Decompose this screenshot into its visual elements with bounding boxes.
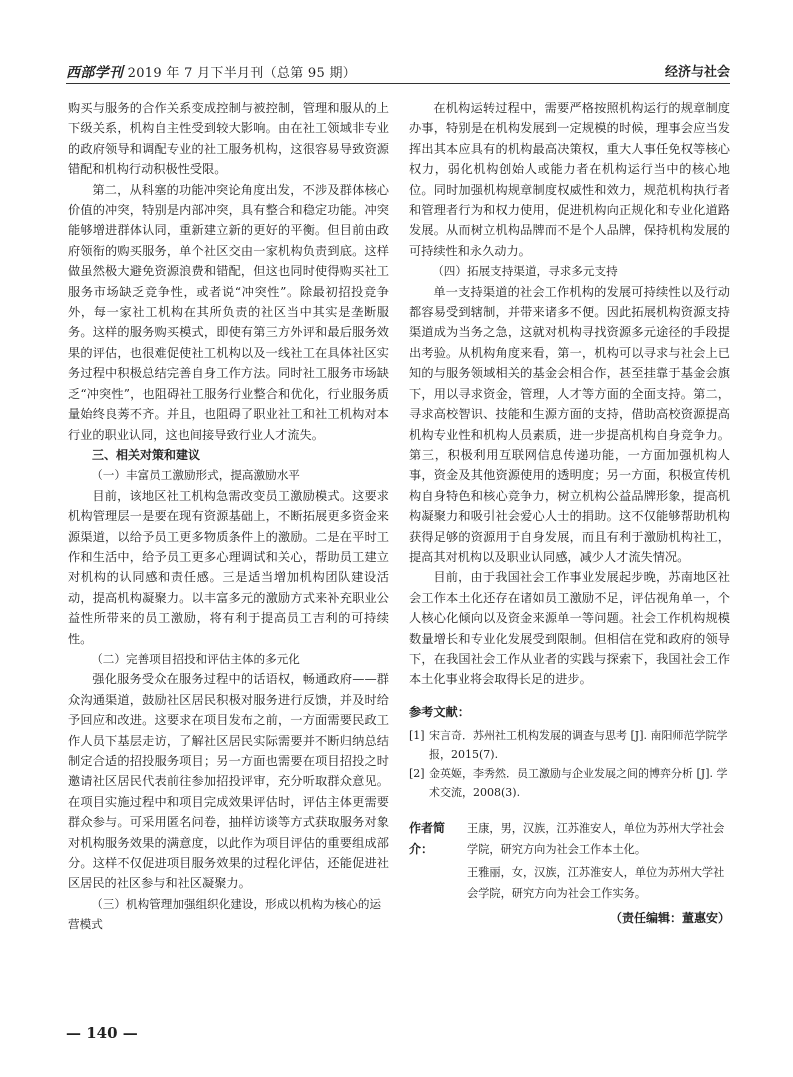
author-entry: 王雅丽，女，汉族，江苏淮安人，单位为苏州大学社会学院，研究方向为社会工作实务。	[467, 866, 725, 901]
author-entries	[467, 818, 730, 906]
author-label: 作者简介：	[409, 821, 446, 857]
paragraph: 第二，从科塞的功能冲突论角度出发，不涉及群体核心价值的冲突，特别是内部冲突，具有整合和稳定功能。冲突能够增进群体认同，重新建立新的更好的平衡。但目前由政府领衔的购买服务，单个社区交由一家机构负责到底。这样做虽然极大避免资源浪费和错配，但这也同时使得购买社工服务市场缺乏竞争性，或者说“冲突性”。除最初招投竞争外，每一家社工机构在其所负责的社区当中其实是垄断服务。这样的服务购买模式，即使有第三方外评和最后服务效果的评估，也很难促使社工机构以及一线社工在具体社区实务过程中积极总结完善自身工作方法。同时社工服务市场缺乏“冲突性”，也阻碍社工服务行业整合和优化，行业服务质量始终良莠不齐。并且，也阻碍了职业社工和社工机构对本行业的职业认同，这也间接导致行业人才流失。	[68, 182, 389, 442]
running-header	[66, 58, 730, 82]
paragraph: 目前，由于我国社会工作事业发展起步晚，苏南地区社会工作本土化还存在诸如员工激励不足，评估视角单一，个人核心化倾向以及资金来源单一等问题。社会工作机构规模数量增长和专业化发展受到限制。但相信在党和政府的领导下，在我国社会工作从业者的实践与探索下，我国社会工作本土化事业将会取得长足的进步。	[409, 570, 730, 687]
paragraph: 购买与服务的合作关系变成控制与被控制，管理和服从的上下级关系，机构自主性受到较大影响。由在社工领域非专业的政府领导和调配专业的社工服务机构，这很容易导致资源错配和机构行动积极性受限。	[68, 101, 389, 177]
journal-info	[66, 62, 356, 82]
subsection-heading: （四）拓展支持渠道，寻求多元支持	[432, 264, 618, 279]
paragraph: 强化服务受众在服务过程中的话语权，畅通政府——群众沟通渠道，鼓励社区居民积极对服务进行反馈，并及时给予回应和改进。这要求在项目发布之前，一方面需要民政工作人员下基层走访，了解社区居民实际需要并不断归纳总结制定合适的招投服务项目；另一方面也需要在项目招投之时邀请社区居民代表前往参加招投评审，充分听取群众意见。在项目实施过程中和项目完成效果评估时，评估主体更需要群众参与。可采用匿名问卷，抽样访谈等方式获取服务对象对机构服务效果的满意度，以此作为项目评估的重要组成部分。这样不仅促进项目服务效果的过程化评估，还能促进社区居民的社区参与和社区凝聚力。	[68, 672, 389, 891]
issue-info: 2019 年 7 月下半月刊（总第 95 期）	[127, 66, 357, 81]
header-rule	[66, 83, 730, 84]
editor-note: （责任编辑：董惠安）	[609, 911, 730, 926]
reference-text: 金英姬，李秀然．员工激励与企业发展之间的博弈分析 [J]. 学术交流，2008(3).	[429, 767, 728, 800]
left-column	[68, 98, 389, 935]
subsection-heading: （二）完善项目招投和评估主体的多元化	[91, 651, 300, 666]
reference-text: 宋言奇．苏州社工机构发展的调查与思考 [J]. 南阳师范学院学报，2015(7).	[429, 729, 728, 762]
page-number: — 140 —	[66, 1024, 138, 1042]
paragraph: 目前，该地区社工机构急需改变员工激励模式。这要求机构管理层一是要在现有资源基础上，不断拓展更多资金来源渠道，以给予员工更多物质条件上的激励。二是在平时工作和生活中，给予员工更多心理调试和关心，帮助员工建立对机构的认同感和责任感。三是适当增加机构团队建设活动，提高机构凝聚力。以丰富多元的激励方式来补充职业公益性所带来的员工激励，将有利于提高员工吉利的可持续性。	[68, 488, 389, 646]
reference-number: [2]	[409, 767, 425, 781]
paragraph: 单一支持渠道的社会工作机构的发展可持续性以及行动都容易受到辖制，并带来诸多不便。因此拓展机构资源支持渠道成为当务之急，这就对机构寻找资源多元途径的手段提出考验。从机构角度来看，第一，机构可以寻求与社会上已知的与服务领域相关的基金会相合作，甚至挂靠于基金会旗下，用以寻求资金，管理，人才等方面的全面支持。第二，寻求高校智识、技能和生源方面的支持，借助高校资源提高机构专业性和机构人员素质，进一步提高机构自身竞争力。第三，积极利用互联网信息传递功能，一方面加强机构人事，资金及其他资源使用的透明度；另一方面，积极宣传机构自身特色和核心竞争力，树立机构公益品牌形象，提高机构凝聚力和吸引社会爱心人士的捐助。这不仅能够帮助机构获得足够的资源用于自身发展，而且有利于激励机构社工，提高其对机构以及职业认同感，减少人才流失情况。	[409, 284, 730, 564]
section-title: 经济与社会	[664, 65, 730, 80]
references-title: 参考文献：	[409, 704, 470, 719]
author-info	[409, 818, 730, 906]
journal-logo: 西部学刊	[66, 65, 124, 81]
reference-item	[409, 726, 730, 764]
author-entry: 王康，男，汉族，江苏淮安人，单位为苏州大学社会学院，研究方向为社会工作本土化。	[467, 822, 725, 857]
subsection-heading: （一）丰富员工激励形式，提高激励水平	[91, 468, 300, 483]
reference-number: [1]	[409, 729, 425, 743]
references-list	[409, 726, 730, 802]
paragraph: 在机构运转过程中，需要严格按照机构运行的规章制度办事，特别是在机构发展到一定规模的时候，理事会应当发挥出其本应具有的机构最高决策权，重大人事任免权等核心权力，弱化机构创始人或能力者在机构运行当中的核心地位。同时加强机构规章制度权威性和效力，规范机构执行者和管理者行为和权力使用，促进机构向正规化和专业化道路发展。从而树立机构品牌而不是个人品牌，保持机构发展的可持续性和永久动力。	[409, 101, 730, 258]
reference-item	[409, 764, 730, 802]
subsection-heading: （三）机构管理加强组织化建设，形成以机构为核心的运营模式	[68, 896, 382, 932]
right-column	[409, 98, 730, 929]
section-heading: 三、相关对策和建议	[92, 447, 201, 462]
